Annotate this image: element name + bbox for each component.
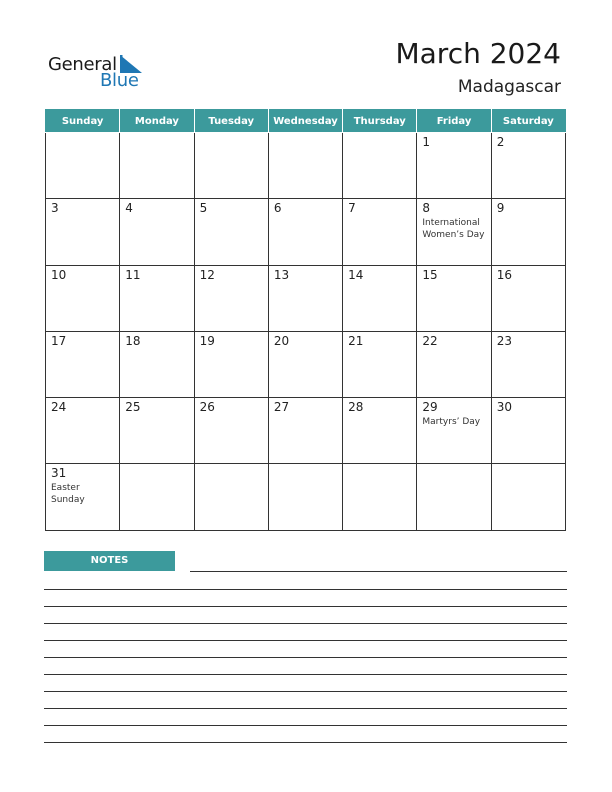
day-number: 2 <box>496 135 505 149</box>
day-number: 26 <box>199 400 215 415</box>
day-cell <box>343 464 417 530</box>
day-cell <box>268 398 342 464</box>
week-row <box>46 133 566 199</box>
day-number: 14 <box>348 267 364 282</box>
day-cell <box>46 199 120 265</box>
day-number: 8 <box>422 201 431 216</box>
day-number: 1 <box>422 135 431 149</box>
day-cell <box>343 398 417 464</box>
day-cell <box>194 199 268 265</box>
day-number: 29 <box>422 400 438 415</box>
weekday-header: Monday <box>120 110 194 133</box>
weekday-header-row <box>46 110 566 133</box>
day-cell <box>120 331 194 397</box>
day-number: 5 <box>199 201 208 216</box>
notes-label: NOTES <box>44 551 175 571</box>
weekday-header: Sunday <box>46 110 120 133</box>
day-cell <box>194 464 268 530</box>
week-row <box>46 331 566 397</box>
day-cell <box>417 265 491 331</box>
day-number: 19 <box>199 333 215 348</box>
note-line <box>44 691 567 692</box>
day-number: 17 <box>51 333 67 348</box>
day-number: 27 <box>273 400 290 415</box>
day-cell <box>46 331 120 397</box>
day-cell <box>46 398 120 464</box>
day-cell <box>417 398 491 464</box>
day-cell <box>268 464 342 530</box>
note-line <box>44 657 567 658</box>
day-number: 21 <box>348 333 364 348</box>
day-cell <box>491 331 565 397</box>
day-cell <box>120 133 194 199</box>
day-cell <box>194 331 268 397</box>
week-row <box>46 199 566 265</box>
note-line <box>44 742 567 743</box>
day-number: 22 <box>422 333 438 348</box>
day-cell <box>120 464 194 530</box>
day-cell <box>194 265 268 331</box>
weekday-header: Thursday <box>343 110 417 133</box>
day-cell <box>268 133 342 199</box>
holiday-label: International Women’s Day <box>422 218 485 241</box>
week-row <box>46 265 566 331</box>
day-number: 25 <box>125 400 141 415</box>
logo-text-blue: Blue <box>100 70 139 91</box>
day-cell <box>417 331 491 397</box>
day-number: 9 <box>496 201 505 216</box>
note-line <box>190 571 567 572</box>
page-title: March 2024 <box>395 37 561 70</box>
weekday-header: Friday <box>417 110 491 133</box>
day-cell <box>120 265 194 331</box>
day-number: 3 <box>51 201 59 216</box>
day-number: 16 <box>496 267 512 282</box>
day-number: 7 <box>348 201 356 216</box>
day-cell <box>46 133 120 199</box>
note-line <box>44 589 567 590</box>
day-cell <box>120 398 194 464</box>
day-number: 30 <box>496 400 512 415</box>
weekday-header: Wednesday <box>268 110 342 133</box>
week-row <box>46 464 566 530</box>
calendar-grid <box>45 109 566 531</box>
brand-logo <box>48 52 158 92</box>
note-line <box>44 606 567 607</box>
note-line <box>44 640 567 641</box>
day-cell <box>268 331 342 397</box>
day-number: 11 <box>125 267 141 282</box>
day-cell <box>417 133 491 199</box>
day-cell <box>491 199 565 265</box>
holiday-label: Easter Sunday <box>51 483 85 506</box>
weekday-header: Tuesday <box>194 110 268 133</box>
day-cell <box>120 199 194 265</box>
day-number: 12 <box>199 267 215 282</box>
day-number: 28 <box>348 400 364 415</box>
day-cell <box>343 265 417 331</box>
day-cell <box>268 199 342 265</box>
day-number: 10 <box>51 267 67 282</box>
day-cell <box>343 133 417 199</box>
day-number: 6 <box>273 201 282 216</box>
day-number: 18 <box>125 333 141 348</box>
day-cell <box>491 398 565 464</box>
country-name: Madagascar <box>457 77 561 97</box>
day-cell <box>417 464 491 530</box>
day-cell <box>343 331 417 397</box>
day-cell <box>491 133 565 199</box>
day-cell <box>417 199 491 265</box>
day-number: 4 <box>125 201 133 216</box>
logo-text-general: General <box>48 54 117 75</box>
day-cell <box>194 133 268 199</box>
day-number: 13 <box>273 267 290 282</box>
day-cell <box>491 265 565 331</box>
holiday-label: Martyrs’ Day <box>422 417 481 428</box>
day-number: 15 <box>422 267 438 282</box>
day-cell <box>491 464 565 530</box>
day-number: 31 <box>51 466 67 481</box>
note-line <box>44 708 567 709</box>
week-row <box>46 398 566 464</box>
note-line <box>44 623 567 624</box>
weekday-header: Saturday <box>491 110 565 133</box>
day-cell <box>46 265 120 331</box>
day-number: 20 <box>273 333 290 348</box>
note-line <box>44 674 567 675</box>
day-cell <box>268 265 342 331</box>
day-cell <box>46 464 120 530</box>
calendar-body <box>46 133 566 531</box>
day-number: 23 <box>496 333 512 348</box>
day-cell <box>194 398 268 464</box>
note-line <box>44 725 567 726</box>
day-number: 24 <box>51 400 67 415</box>
day-cell <box>343 199 417 265</box>
